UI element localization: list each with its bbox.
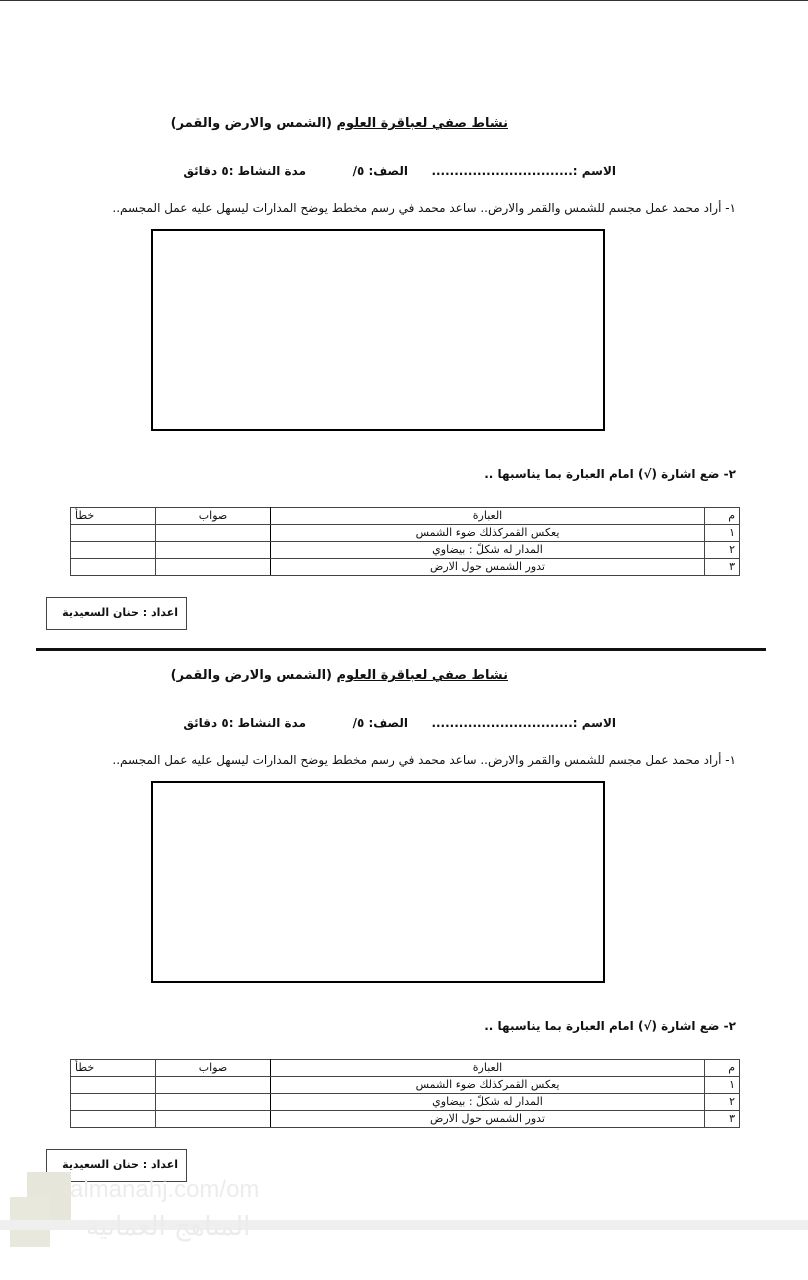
- row-number: ١: [705, 1077, 740, 1094]
- header-number: م: [705, 1060, 740, 1077]
- true-false-table: [70, 1059, 740, 1128]
- row-number: ٣: [705, 1111, 740, 1128]
- table-header-row: [71, 508, 740, 525]
- row-statement: يعكس القمركذلك ضوء الشمس: [271, 525, 705, 542]
- worksheet-title: [171, 116, 508, 131]
- page-divider: [36, 648, 766, 651]
- author-credit-box: اعداد : حنان السعيدية: [46, 597, 187, 630]
- question-1: ١- أراد محمد عمل مجسم للشمس والقمر والارض.. ساعد محمد في رسم مخطط يوضح المدارات ليسهل عليه عمل المجسم..: [112, 201, 736, 215]
- question-2: ٢- ضع اشارة (√) امام العبارة بما يناسبها ..: [484, 467, 736, 481]
- grade-label: الصف: ٥/: [352, 716, 408, 730]
- title-topic: (الشمس والارض والقمر): [170, 668, 332, 683]
- drawing-answer-box[interactable]: [151, 781, 605, 983]
- table-row: [71, 1077, 740, 1094]
- name-field[interactable]: الاسم :...............................: [431, 164, 616, 178]
- author-credit-box: اعداد : حنان السعيدية: [46, 1149, 187, 1182]
- question-2: ٢- ضع اشارة (√) امام العبارة بما يناسبها ..: [484, 1019, 736, 1033]
- drawing-answer-box[interactable]: [151, 229, 605, 431]
- table-header-row: [71, 1060, 740, 1077]
- header-wrong: خطأ: [71, 508, 156, 525]
- row-number: ٢: [705, 1094, 740, 1111]
- correct-cell[interactable]: [156, 525, 271, 542]
- row-statement: يعكس القمركذلك ضوء الشمس: [271, 1077, 705, 1094]
- table-row: [71, 1094, 740, 1111]
- wrong-cell[interactable]: [71, 1111, 156, 1128]
- correct-cell[interactable]: [156, 1094, 271, 1111]
- wrong-cell[interactable]: [71, 525, 156, 542]
- title-topic: (الشمس والارض والقمر): [170, 116, 332, 131]
- duration-label: مدة النشاط :٥ دقائق: [183, 164, 306, 178]
- grade-label: الصف: ٥/: [352, 164, 408, 178]
- worksheet-title: [171, 668, 508, 683]
- watermark-text: المناهج العمانية: [86, 1212, 251, 1242]
- header-correct: صواب: [156, 508, 271, 525]
- header-statement: العبارة: [271, 1060, 705, 1077]
- header-number: م: [705, 508, 740, 525]
- table-row: [71, 1111, 740, 1128]
- row-number: ٣: [705, 559, 740, 576]
- correct-cell[interactable]: [156, 1077, 271, 1094]
- title-main: نشاط صفي لعباقرة العلوم: [336, 668, 508, 683]
- wrong-cell[interactable]: [71, 1077, 156, 1094]
- row-statement: المدار له شكلً : بيضاوي: [271, 542, 705, 559]
- row-statement: تدور الشمس حول الارض: [271, 1111, 705, 1128]
- title-main: نشاط صفي لعباقرة العلوم: [336, 116, 508, 131]
- row-number: ١: [705, 525, 740, 542]
- correct-cell[interactable]: [156, 1111, 271, 1128]
- header-statement: العبارة: [271, 508, 705, 525]
- table-row: [71, 525, 740, 542]
- wrong-cell[interactable]: [71, 1094, 156, 1111]
- name-field[interactable]: الاسم :...............................: [431, 716, 616, 730]
- header-correct: صواب: [156, 1060, 271, 1077]
- row-statement: تدور الشمس حول الارض: [271, 559, 705, 576]
- watermark-url: almanahj.com/om: [70, 1176, 260, 1203]
- duration-label: مدة النشاط :٥ دقائق: [183, 716, 306, 730]
- header-wrong: خطأ: [71, 1060, 156, 1077]
- row-number: ٢: [705, 542, 740, 559]
- row-statement: المدار له شكلً : بيضاوي: [271, 1094, 705, 1111]
- question-1: ١- أراد محمد عمل مجسم للشمس والقمر والارض.. ساعد محمد في رسم مخطط يوضح المدارات ليسهل عليه عمل المجسم..: [112, 753, 736, 767]
- worksheet: [0, 0, 808, 619]
- worksheet: [0, 552, 808, 1171]
